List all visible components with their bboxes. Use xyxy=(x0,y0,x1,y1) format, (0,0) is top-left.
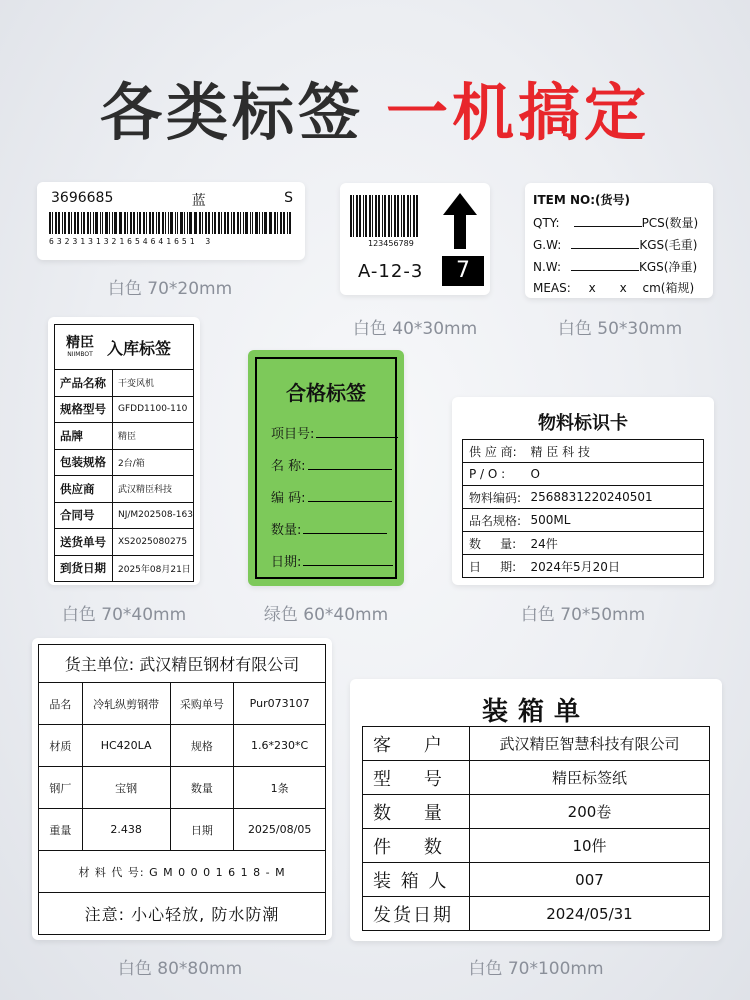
packing-row-value: 10件 xyxy=(470,829,710,863)
barcode-bar xyxy=(195,212,197,234)
carton-gw-label: G.W: xyxy=(533,238,562,252)
barcode-bar xyxy=(212,212,213,234)
material-row-value: 500ML xyxy=(529,509,704,532)
table-row xyxy=(463,440,704,463)
packing-row-key: 发货日期 xyxy=(363,897,470,931)
barcode-bar xyxy=(280,212,282,234)
material-row-value: O xyxy=(529,463,704,486)
barcode-bar xyxy=(208,212,210,234)
packing-row-key: 件 数 xyxy=(363,829,470,863)
barcode-bar xyxy=(240,212,241,234)
barcode-bar xyxy=(250,212,251,234)
table-row xyxy=(363,863,710,897)
packing-table xyxy=(362,726,710,931)
carton-label-card xyxy=(525,183,713,298)
table-row xyxy=(39,767,326,809)
barcode-bar xyxy=(270,212,272,234)
inbound-title: 入库标签 xyxy=(107,338,172,358)
steel-cell: 品名 xyxy=(39,683,83,725)
material-row-key: P / O : xyxy=(463,463,529,486)
barcode-bar xyxy=(187,212,189,234)
inbound-row-value: 精臣 xyxy=(113,423,194,450)
barcode-bar xyxy=(245,212,247,234)
barcode-bar xyxy=(269,212,270,234)
barcode-bar xyxy=(255,212,257,234)
caption-warehouse: 白色 40*30mm xyxy=(352,319,478,339)
barcode-bar xyxy=(378,195,380,237)
inbound-row-key: 产品名称 xyxy=(55,370,113,397)
packing-row-value: 精臣标签纸 xyxy=(470,761,710,795)
steel-material-code: 材 料 代 号: G M 0 0 0 1 6 1 8 - M xyxy=(39,851,326,893)
table-row xyxy=(463,509,704,532)
barcode-bar xyxy=(382,195,383,237)
barcode-bar xyxy=(95,212,97,234)
material-label-card xyxy=(452,397,714,585)
table-row xyxy=(39,725,326,767)
qualified-field-4 xyxy=(271,519,387,538)
packing-row-value: 武汉精臣智慧科技有限公司 xyxy=(470,727,710,761)
barcode-bar xyxy=(149,212,151,234)
clothing-barcode xyxy=(49,212,293,234)
barcode-bar xyxy=(287,212,288,234)
barcode-bar xyxy=(93,212,95,234)
barcode-bar xyxy=(233,212,235,234)
inbound-row-value: 武汉精臣科技 xyxy=(113,476,194,503)
carton-qty-row xyxy=(533,214,698,231)
barcode-bar xyxy=(214,212,216,234)
packing-row-key: 装 箱 人 xyxy=(363,863,470,897)
barcode-bar xyxy=(162,212,164,234)
table-row xyxy=(55,396,194,423)
caption-clothing: 白色 70*20mm xyxy=(107,279,233,299)
table-row xyxy=(55,370,194,397)
barcode-bar xyxy=(363,195,364,237)
inbound-row-key: 规格型号 xyxy=(55,396,113,423)
table-row xyxy=(463,555,704,578)
barcode-bar xyxy=(397,195,399,237)
caption-packing: 白色 70*100mm xyxy=(468,959,604,979)
barcode-bar xyxy=(64,212,66,234)
barcode-bar xyxy=(137,212,138,234)
barcode-bar xyxy=(83,212,85,234)
barcode-bar xyxy=(68,212,70,234)
qualified-field-line xyxy=(308,490,392,502)
table-row xyxy=(39,683,326,725)
barcode-bar xyxy=(87,212,89,234)
qualified-label-card xyxy=(248,350,404,586)
steel-cell: 2025/08/05 xyxy=(234,809,326,851)
qualified-field-2 xyxy=(271,455,392,474)
headline xyxy=(0,68,750,158)
steel-cell: 日期 xyxy=(170,809,234,851)
table-row xyxy=(363,727,710,761)
barcode-bar xyxy=(205,212,207,234)
material-row-key: 品名规格: xyxy=(463,509,529,532)
inbound-row-value: GFDD1100-110 xyxy=(113,396,194,423)
barcode-bar xyxy=(168,212,170,234)
headline-part1: 各类标签 xyxy=(99,76,364,149)
barcode-bar xyxy=(127,212,128,234)
clothing-size: S xyxy=(284,190,293,206)
barcode-bar xyxy=(152,212,154,234)
barcode-bar xyxy=(259,212,260,234)
barcode-bar xyxy=(221,212,222,234)
material-row-value: 精 臣 科 技 xyxy=(529,440,704,463)
barcode-bar xyxy=(77,212,79,234)
material-row-key: 数 量: xyxy=(463,532,529,555)
inbound-row-key: 送货单号 xyxy=(55,529,113,556)
barcode-bar xyxy=(224,212,226,234)
barcode-bar xyxy=(353,195,354,237)
barcode-bar xyxy=(262,212,264,234)
packing-row-value: 007 xyxy=(470,863,710,897)
steel-cell: 1条 xyxy=(234,767,326,809)
barcode-bar xyxy=(350,195,352,237)
barcode-bar xyxy=(388,195,390,237)
steel-cell: 采购单号 xyxy=(170,683,234,725)
barcode-bar xyxy=(413,195,415,237)
steel-cell: 重量 xyxy=(39,809,83,851)
inbound-row-key: 包装规格 xyxy=(55,449,113,476)
carton-meas-row xyxy=(533,279,694,296)
inbound-row-value: 干变风机 xyxy=(113,370,194,397)
barcode-bar xyxy=(74,212,76,234)
material-row-key: 物料编码: xyxy=(463,486,529,509)
barcode-bar xyxy=(356,195,358,237)
qualified-field-line xyxy=(316,426,398,438)
barcode-bar xyxy=(114,212,116,234)
barcode-bar xyxy=(410,195,411,237)
barcode-bar xyxy=(369,195,371,237)
barcode-bar xyxy=(184,212,185,234)
clothing-label-card xyxy=(37,182,305,260)
barcode-bar xyxy=(158,212,160,234)
barcode-bar xyxy=(391,195,392,237)
barcode-bar xyxy=(401,195,402,237)
steel-cell: 数量 xyxy=(170,767,234,809)
qualified-field-label: 数量: xyxy=(271,523,302,538)
carton-gw-row xyxy=(533,236,697,253)
barcode-bar xyxy=(130,212,132,234)
barcode-bar xyxy=(120,212,122,234)
qualified-field-line xyxy=(308,458,392,470)
barcode-bar xyxy=(112,212,114,234)
inbound-row-value: NJ/M202508-163 xyxy=(113,502,194,529)
caption-qualified: 绿色 60*40mm xyxy=(263,605,389,625)
material-title: 物料标识卡 xyxy=(538,413,628,434)
qualified-field-label: 项目号: xyxy=(271,427,315,442)
barcode-bar xyxy=(119,212,120,234)
steel-table xyxy=(38,644,326,935)
inbound-logo-text: 精臣 xyxy=(66,335,94,351)
barcode-bar xyxy=(416,195,418,237)
inbound-row-key: 到货日期 xyxy=(55,555,113,582)
packing-row-key: 客 户 xyxy=(363,727,470,761)
table-row xyxy=(363,795,710,829)
material-table xyxy=(462,439,704,578)
material-row-value: 2568831220240501 xyxy=(529,486,704,509)
steel-cell: 冷轧纵剪钢带 xyxy=(82,683,170,725)
barcode-bar xyxy=(237,212,239,234)
qualified-frame xyxy=(255,357,397,579)
inbound-logo xyxy=(55,335,105,359)
carton-meas-label: MEAS: xyxy=(533,281,571,295)
qualified-field-label: 日期: xyxy=(271,555,302,570)
qualified-field-line xyxy=(303,522,387,534)
barcode-bar xyxy=(372,195,373,237)
steel-cell: HC420LA xyxy=(82,725,170,767)
qualified-field-line xyxy=(303,554,393,566)
barcode-bar xyxy=(403,195,405,237)
barcode-bar xyxy=(55,212,57,234)
warehouse-barcode xyxy=(350,195,420,237)
table-row xyxy=(363,761,710,795)
table-row xyxy=(55,423,194,450)
barcode-bar xyxy=(133,212,135,234)
steel-notice: 注意: 小心轻放, 防水防潮 xyxy=(39,893,326,935)
carton-item-no: ITEM NO:(货号) xyxy=(533,193,630,207)
barcode-bar xyxy=(156,212,157,234)
inbound-table xyxy=(54,324,194,582)
barcode-bar xyxy=(177,212,179,234)
qualified-title: 合格标签 xyxy=(286,381,366,405)
carton-nw-unit: KGS(净重) xyxy=(639,260,698,274)
steel-cell: 规格 xyxy=(170,725,234,767)
clothing-color: 蓝 xyxy=(191,193,206,209)
clothing-barcode-digits: 6323131321654641651 3 xyxy=(49,237,214,246)
warehouse-badge: 7 xyxy=(442,256,484,286)
barcode-bar xyxy=(100,212,101,234)
barcode-bar xyxy=(283,212,285,234)
barcode-bar xyxy=(264,212,266,234)
table-row xyxy=(363,897,710,931)
caption-inbound: 白色 70*40mm xyxy=(61,605,187,625)
table-row xyxy=(55,476,194,503)
qualified-field-1 xyxy=(271,423,398,442)
carton-qty-line xyxy=(574,217,642,227)
caption-carton: 白色 50*30mm xyxy=(557,319,683,339)
carton-meas-x1: x xyxy=(588,281,596,295)
carton-nw-line xyxy=(571,261,639,271)
inbound-logo-sub: NIIMBOT xyxy=(67,351,93,358)
barcode-bar xyxy=(81,212,82,234)
table-row xyxy=(55,555,194,582)
qualified-field-5 xyxy=(271,551,393,570)
barcode-bar xyxy=(243,212,245,234)
barcode-bar xyxy=(146,212,147,234)
barcode-bar xyxy=(49,212,51,234)
barcode-bar xyxy=(139,212,141,234)
barcode-bar xyxy=(277,212,278,234)
steel-label-card xyxy=(32,638,332,940)
barcode-bar xyxy=(199,212,201,234)
steel-cell: 材质 xyxy=(39,725,83,767)
steel-cell: 2.438 xyxy=(82,809,170,851)
packing-row-value: 2024/05/31 xyxy=(470,897,710,931)
barcode-bar xyxy=(71,212,72,234)
barcode-bar xyxy=(52,212,53,234)
headline-part2: 一机搞定 xyxy=(386,76,651,149)
table-row xyxy=(463,532,704,555)
barcode-bar xyxy=(274,212,276,234)
carton-nw-label: N.W: xyxy=(533,260,561,274)
qualified-field-3 xyxy=(271,487,392,506)
warehouse-barcode-digits: 123456789 xyxy=(368,239,414,248)
packing-title: 装箱单 xyxy=(481,697,590,727)
barcode-bar xyxy=(218,212,220,234)
barcode-bar xyxy=(109,212,110,234)
carton-qty-unit: PCS(数量) xyxy=(641,216,699,230)
carton-meas-unit: cm(箱规) xyxy=(642,281,695,295)
barcode-bar xyxy=(384,195,386,237)
barcode-bar xyxy=(407,195,409,237)
barcode-bar xyxy=(365,195,367,237)
table-row xyxy=(55,502,194,529)
barcode-bar xyxy=(227,212,229,234)
inbound-row-value: XS2025080275 xyxy=(113,529,194,556)
inbound-row-key: 供应商 xyxy=(55,476,113,503)
barcode-bar xyxy=(359,195,361,237)
barcode-bar xyxy=(105,212,107,234)
barcode-bar xyxy=(394,195,396,237)
barcode-bar xyxy=(194,212,195,234)
inbound-row-key: 合同号 xyxy=(55,502,113,529)
packing-row-value: 200卷 xyxy=(470,795,710,829)
clothing-code: 3696685 xyxy=(51,190,114,206)
barcode-bar xyxy=(252,212,254,234)
steel-owner: 货主单位: 武汉精臣钢材有限公司 xyxy=(39,645,326,683)
inbound-row-value: 2台/箱 xyxy=(113,449,194,476)
arrow-up-icon xyxy=(443,193,477,249)
barcode-bar xyxy=(231,212,232,234)
steel-cell: 1.6*230*C xyxy=(234,725,326,767)
table-row xyxy=(463,463,704,486)
table-row xyxy=(463,486,704,509)
carton-nw-row xyxy=(533,258,697,275)
material-row-value: 2024年5月20日 xyxy=(529,555,704,578)
material-row-key: 日 期: xyxy=(463,555,529,578)
barcode-bar xyxy=(165,212,166,234)
barcode-bar xyxy=(143,212,145,234)
packing-label-card xyxy=(350,679,722,941)
barcode-bar xyxy=(170,212,172,234)
barcode-bar xyxy=(180,212,182,234)
barcode-bar xyxy=(289,212,291,234)
barcode-bar xyxy=(202,212,203,234)
barcode-bar xyxy=(102,212,104,234)
qualified-field-label: 名 称: xyxy=(271,459,306,474)
table-row xyxy=(55,449,194,476)
packing-row-key: 型 号 xyxy=(363,761,470,795)
warehouse-label-card xyxy=(340,183,490,295)
inbound-label-card xyxy=(48,317,200,585)
table-row xyxy=(55,529,194,556)
caption-material: 白色 70*50mm xyxy=(520,605,646,625)
warehouse-location: A-12-3 xyxy=(358,261,424,282)
barcode-bar xyxy=(175,212,176,234)
material-row-value: 24件 xyxy=(529,532,704,555)
carton-qty-label: QTY: xyxy=(533,216,560,230)
caption-steel: 白色 80*80mm xyxy=(117,959,243,979)
barcode-bar xyxy=(375,195,377,237)
qualified-field-label: 编 码: xyxy=(271,491,306,506)
inbound-row-key: 品牌 xyxy=(55,423,113,450)
barcode-bar xyxy=(58,212,60,234)
barcode-bar xyxy=(124,212,126,234)
carton-gw-line xyxy=(571,239,639,249)
barcode-bar xyxy=(189,212,191,234)
inbound-row-value: 2025年08月21日 xyxy=(113,555,194,582)
barcode-bar xyxy=(62,212,63,234)
table-row xyxy=(363,829,710,863)
material-row-key: 供 应 商: xyxy=(463,440,529,463)
carton-gw-unit: KGS(毛重) xyxy=(639,238,698,252)
steel-cell: Pur073107 xyxy=(234,683,326,725)
barcode-bar xyxy=(90,212,91,234)
steel-cell: 宝钢 xyxy=(82,767,170,809)
table-row xyxy=(39,809,326,851)
steel-cell: 钢厂 xyxy=(39,767,83,809)
packing-row-key: 数 量 xyxy=(363,795,470,829)
carton-meas-x2: x xyxy=(619,281,627,295)
